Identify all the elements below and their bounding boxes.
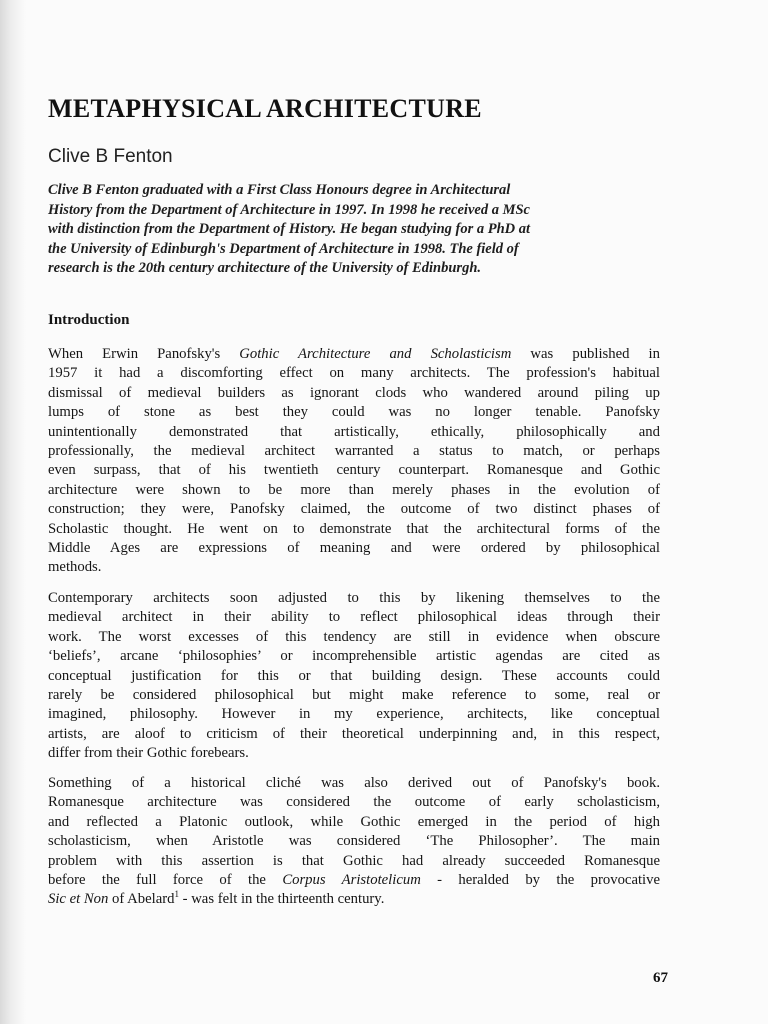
article-title: METAPHYSICAL ARCHITECTURE	[48, 94, 482, 123]
paragraph-line: Middle Ages are expressions of meaning and were ordered by philosophical	[48, 539, 660, 556]
paragraph-line: unintentionally demonstrated that artistically, ethically, philosophically and	[48, 423, 660, 440]
paragraph-line: imagined, philosophy. However in my experience, architects, like conceptual	[48, 706, 660, 723]
page-number: 67	[653, 970, 668, 986]
bio-line: Clive B Fenton graduated with a First Class Honours degree in Architectural	[48, 182, 511, 198]
paragraph-3	[48, 774, 660, 910]
paragraph-line: Sic et Non of Abelard$^1$ - was felt in the thirteenth century.	[48, 889, 385, 908]
paragraph-line: ‘beliefs’, arcane ‘philosophies’ or incomprehensible artistic agendas are cited as	[48, 648, 660, 665]
paragraph-line: even surpass, that of his twentieth century counterpart. Romanesque and Gothic	[48, 462, 660, 479]
paragraph-line: artists, are aloof to criticism of their theoretical underpinning and, in this respect,	[48, 725, 660, 742]
paragraph-line: Contemporary architects soon adjusted to this by likening themselves to the	[48, 590, 660, 606]
paragraph-line: construction; they were, Panofsky claimed, the outcome of two distinct phases of	[48, 501, 660, 518]
paragraph-line: problem with this assertion is that Gothic had already succeeded Romanesque	[48, 852, 660, 869]
paragraph-line: 1957 it had a discomforting effect on many architects. The profession's habitual	[48, 365, 660, 382]
paragraph-line: Romanesque architecture was considered the outcome of early scholasticism,	[48, 794, 660, 811]
paragraph-line: before the full force of the Corpus Aristotelicum - heralded by the provocative	[48, 871, 660, 888]
page-gutter-shadow	[0, 0, 26, 1024]
section-heading-introduction: Introduction	[48, 312, 130, 328]
paragraph-line: scholasticism, when Aristotle was considered ‘The Philosopher’. The main	[48, 833, 660, 850]
footnote-marker: 1	[174, 889, 179, 900]
bio-line: research is the 20th century architecture of the University of Edinburgh.	[48, 260, 482, 277]
bio-line: the University of Edinburgh's Department of Architecture in 1998. The field of	[48, 240, 519, 257]
author-bio	[48, 181, 665, 279]
paragraph-line: architecture were shown to be more than merely phases in the evolution of	[48, 481, 660, 498]
bio-line: with distinction from the Department of History. He began studying for a PhD at	[48, 221, 531, 238]
paragraph-line: medieval architect in their ability to reflect philosophical ideas through their	[48, 609, 660, 626]
paragraph-line: dismissal of medieval builders as ignorant clods who wandered around piling up	[48, 384, 660, 401]
paragraph-line: conceptual justification for this or that building design. These accounts could	[48, 667, 660, 684]
paragraph-2	[48, 589, 660, 764]
paragraph-line: Something of a historical cliché was also derived out of Panofsky's book.	[48, 775, 660, 791]
paragraph-line: methods.	[48, 559, 102, 576]
bio-line: History from the Department of Architecture in 1997. In 1998 he received a MSc	[48, 201, 530, 218]
work-title-corpus-aristotelicum: Corpus Aristotelicum	[282, 871, 421, 888]
paragraph-line: When Erwin Panofsky's Gothic Architecture and Scholasticism was published in	[48, 346, 660, 362]
article-author: Clive B Fenton	[48, 146, 173, 167]
work-title-sic-et-non: Sic et Non	[48, 891, 109, 908]
paragraph-line: rarely be considered philosophical but might make reference to some, real or	[48, 686, 660, 703]
paragraph-line: and reflected a Platonic outlook, while Gothic emerged in the period of high	[48, 813, 660, 830]
paragraph-line: differ from their Gothic forebears.	[48, 745, 249, 762]
paragraph-line: work. The worst excesses of this tendency are still in evidence when obscure	[48, 628, 660, 645]
paragraph-1	[48, 345, 660, 578]
book-title-gothic-architecture: Gothic Architecture and Scholasticism	[239, 346, 512, 362]
paragraph-line: Scholastic thought. He went on to demonstrate that the architectural forms of the	[48, 520, 660, 537]
paragraph-line: lumps of stone as best they could was no longer tenable. Panofsky	[48, 404, 660, 421]
paragraph-line: professionally, the medieval architect warranted a status to match, or perhaps	[48, 442, 660, 459]
